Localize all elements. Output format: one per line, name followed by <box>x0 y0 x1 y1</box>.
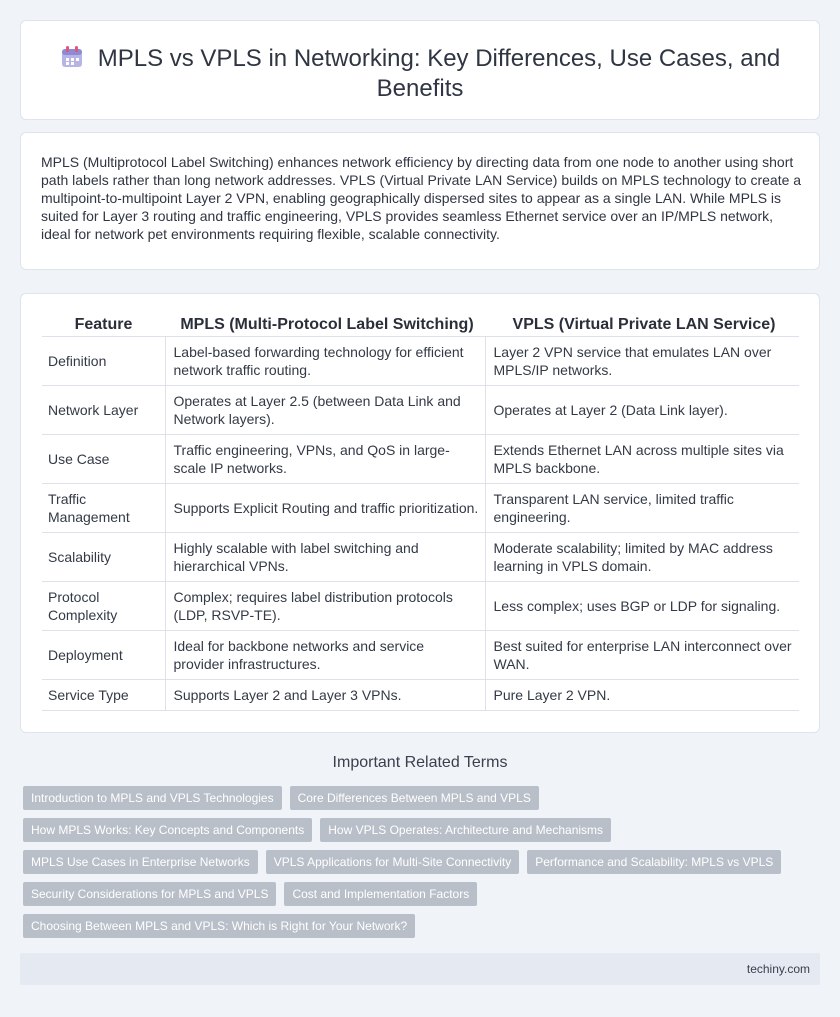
tag-row <box>23 914 813 938</box>
related-term-tag[interactable]: Choosing Between MPLS and VPLS: Which is Right for Your Network? <box>23 914 415 938</box>
vpls-cell: Less complex; uses BGP or LDP for signaling. <box>485 581 799 630</box>
tag-row <box>23 786 813 810</box>
table-row <box>42 532 799 581</box>
tag-row <box>23 882 813 906</box>
related-term-tag[interactable]: Cost and Implementation Factors <box>284 882 477 906</box>
table-row <box>42 336 799 385</box>
vpls-cell: Extends Ethernet LAN across multiple sites via MPLS backbone. <box>485 434 799 483</box>
related-term-tag[interactable]: How MPLS Works: Key Concepts and Components <box>23 818 312 842</box>
header-mpls: MPLS (Multi-Protocol Label Switching) <box>165 314 485 336</box>
feature-cell: Service Type <box>42 679 165 710</box>
tag-row <box>23 818 813 842</box>
mpls-cell: Supports Layer 2 and Layer 3 VPNs. <box>165 679 485 710</box>
vpls-cell: Operates at Layer 2 (Data Link layer). <box>485 385 799 434</box>
related-terms-heading: Important Related Terms <box>332 754 508 771</box>
related-term-tag[interactable]: VPLS Applications for Multi-Site Connectivity <box>266 850 519 874</box>
mpls-cell: Supports Explicit Routing and traffic prioritization. <box>165 483 485 532</box>
mpls-cell: Highly scalable with label switching and hierarchical VPNs. <box>165 532 485 581</box>
footer <box>20 953 820 985</box>
vpls-cell: Pure Layer 2 VPN. <box>485 679 799 710</box>
tag-row <box>23 850 813 874</box>
feature-cell: Definition <box>42 336 165 385</box>
mpls-cell: Operates at Layer 2.5 (between Data Link and Network layers). <box>165 385 485 434</box>
feature-cell: Network Layer <box>42 385 165 434</box>
vpls-cell: Best suited for enterprise LAN interconnect over WAN. <box>485 630 799 679</box>
mpls-cell: Complex; requires label distribution protocols (LDP, RSVP-TE). <box>165 581 485 630</box>
related-term-tag[interactable]: Core Differences Between MPLS and VPLS <box>290 786 539 810</box>
related-term-tag[interactable]: Security Considerations for MPLS and VPLS <box>23 882 276 906</box>
header-feature: Feature <box>42 314 165 336</box>
vpls-cell: Moderate scalability; limited by MAC address learning in VPLS domain. <box>485 532 799 581</box>
feature-cell: Use Case <box>42 434 165 483</box>
vpls-cell: Layer 2 VPN service that emulates LAN over MPLS/IP networks. <box>485 336 799 385</box>
comparison-table <box>42 314 799 711</box>
vpls-cell: Transparent LAN service, limited traffic engineering. <box>485 483 799 532</box>
mpls-cell: Traffic engineering, VPNs, and QoS in large-scale IP networks. <box>165 434 485 483</box>
feature-cell: Scalability <box>42 532 165 581</box>
title-card <box>20 20 820 120</box>
table-header-row <box>42 314 799 336</box>
related-term-tag[interactable]: Introduction to MPLS and VPLS Technologies <box>23 786 282 810</box>
mpls-cell: Ideal for backbone networks and service provider infrastructures. <box>165 630 485 679</box>
table-row <box>42 679 799 710</box>
header-vpls: VPLS (Virtual Private LAN Service) <box>485 314 799 336</box>
intro-card <box>20 132 820 270</box>
feature-cell: Deployment <box>42 630 165 679</box>
table-row <box>42 483 799 532</box>
footer-site-link[interactable]: techiny.com <box>746 962 810 976</box>
calendar-icon <box>60 45 84 69</box>
related-term-tag[interactable]: MPLS Use Cases in Enterprise Networks <box>23 850 258 874</box>
intro-paragraph: MPLS (Multiprotocol Label Switching) enhances network efficiency by directing data from one node to another using short path labels rather than long network addresses. VPLS (Virtual Private LAN Service) builds on MPLS technology to create a multipoint-to-multipoint Layer 2 VPN, enabling geographically dispersed sites to appear as a single LAN. While MPLS is suited for Layer 3 routing and traffic engineering, VPLS provides seamless Ethernet service over an IP/MPLS network, ideal for network pet environments requiring flexible, scalable connectivity. <box>41 154 802 242</box>
title-text: MPLS vs VPLS in Networking: Key Differences, Use Cases, and Benefits <box>97 45 781 102</box>
related-term-tag[interactable]: How VPLS Operates: Architecture and Mechanisms <box>320 818 611 842</box>
page-title <box>51 44 789 104</box>
related-terms-list <box>23 786 813 946</box>
mpls-cell: Label-based forwarding technology for efficient network traffic routing. <box>165 336 485 385</box>
feature-cell: Traffic Management <box>42 483 165 532</box>
table-row <box>42 630 799 679</box>
table-row <box>42 434 799 483</box>
table-row <box>42 385 799 434</box>
feature-cell: Protocol Complexity <box>42 581 165 630</box>
table-row <box>42 581 799 630</box>
comparison-card <box>20 293 820 733</box>
related-term-tag[interactable]: Performance and Scalability: MPLS vs VPLS <box>527 850 781 874</box>
